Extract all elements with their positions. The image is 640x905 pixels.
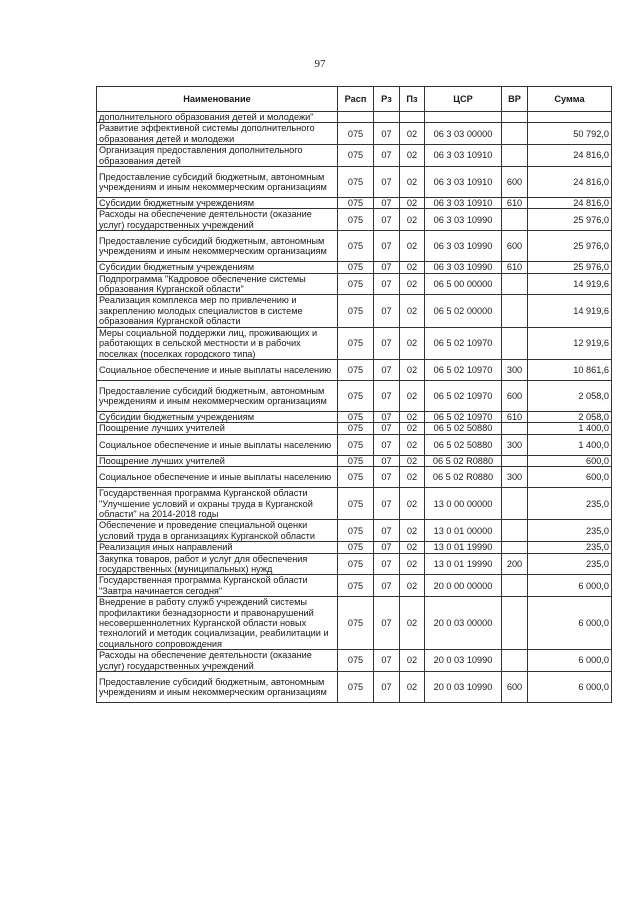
cell-sum: 50 792,0 <box>528 123 612 145</box>
cell-vr <box>502 327 528 359</box>
cell-name: Субсидии бюджетным учреждениям <box>97 411 338 422</box>
cell-pz: 02 <box>400 597 425 650</box>
header-rz: Рз <box>374 87 400 112</box>
cell-name: Предоставление субсидий бюджетным, автономным учреждениям и иным некоммерческим организациям <box>97 167 338 198</box>
cell-pz: 02 <box>400 380 425 411</box>
table-row <box>97 167 612 198</box>
table-row <box>97 488 612 520</box>
table-row <box>97 198 612 209</box>
cell-name: Меры социальной поддержки лиц, проживающих и работающих в сельской местности и в рабочих поселках (поселках городского типа) <box>97 327 338 359</box>
cell-vr <box>502 650 528 672</box>
cell-csr: 06 5 02 50880 <box>425 434 502 455</box>
cell-rz: 07 <box>374 145 400 167</box>
cell-pz: 02 <box>400 145 425 167</box>
cell-sum: 6 000,0 <box>528 650 612 672</box>
cell-sum: 14 919,6 <box>528 295 612 327</box>
cell-pz: 02 <box>400 359 425 380</box>
cell-pz: 02 <box>400 198 425 209</box>
cell-pz: 02 <box>400 167 425 198</box>
cell-csr: 06 5 02 10970 <box>425 380 502 411</box>
cell-vr: 600 <box>502 231 528 262</box>
cell-rasp: 075 <box>338 359 374 380</box>
cell-pz: 02 <box>400 575 425 597</box>
cell-pz: 02 <box>400 553 425 575</box>
cell-vr: 610 <box>502 262 528 273</box>
cell-csr: 06 3 03 10990 <box>425 231 502 262</box>
cell-sum <box>528 112 612 123</box>
cell-rz <box>374 112 400 123</box>
cell-name: Обеспечение и проведение специальной оценки условий труда в организациях Курганской области <box>97 520 338 542</box>
cell-sum: 6 000,0 <box>528 597 612 650</box>
table-row <box>97 434 612 455</box>
cell-name: Развитие эффективной системы дополнительного образования детей и молодежи <box>97 123 338 145</box>
table-row <box>97 672 612 703</box>
cell-rz: 07 <box>374 575 400 597</box>
cell-rasp: 075 <box>338 575 374 597</box>
cell-rasp: 075 <box>338 262 374 273</box>
cell-vr <box>502 145 528 167</box>
cell-csr: 06 3 03 10910 <box>425 198 502 209</box>
cell-rasp: 075 <box>338 520 374 542</box>
cell-rasp <box>338 112 374 123</box>
cell-name: Организация предоставления дополнительного образования детей <box>97 145 338 167</box>
cell-vr: 600 <box>502 380 528 411</box>
cell-pz: 02 <box>400 650 425 672</box>
cell-rasp: 075 <box>338 672 374 703</box>
cell-pz: 02 <box>400 467 425 488</box>
table-row <box>97 359 612 380</box>
cell-vr: 600 <box>502 672 528 703</box>
table-row <box>97 145 612 167</box>
cell-name: Предоставление субсидий бюджетным, автономным учреждениям и иным некоммерческим организациям <box>97 380 338 411</box>
cell-csr: 20 0 03 10990 <box>425 650 502 672</box>
cell-rasp: 075 <box>338 650 374 672</box>
cell-rasp: 075 <box>338 455 374 466</box>
cell-rasp: 075 <box>338 423 374 434</box>
cell-csr: 13 0 00 00000 <box>425 488 502 520</box>
cell-rz: 07 <box>374 262 400 273</box>
cell-rasp: 075 <box>338 467 374 488</box>
table-row <box>97 209 612 231</box>
cell-pz: 02 <box>400 411 425 422</box>
cell-rz: 07 <box>374 672 400 703</box>
cell-csr: 06 5 02 10970 <box>425 411 502 422</box>
cell-sum: 2 058,0 <box>528 380 612 411</box>
cell-csr: 13 0 01 00000 <box>425 520 502 542</box>
cell-sum: 25 976,0 <box>528 231 612 262</box>
cell-rasp: 075 <box>338 198 374 209</box>
cell-rz: 07 <box>374 650 400 672</box>
cell-name: Субсидии бюджетным учреждениям <box>97 262 338 273</box>
cell-vr <box>502 575 528 597</box>
cell-sum: 2 058,0 <box>528 411 612 422</box>
cell-rz: 07 <box>374 380 400 411</box>
cell-sum: 10 861,6 <box>528 359 612 380</box>
page-number: 97 <box>314 58 326 70</box>
cell-sum: 24 816,0 <box>528 167 612 198</box>
table-row <box>97 597 612 650</box>
cell-name: Социальное обеспечение и иные выплаты населению <box>97 359 338 380</box>
cell-rasp: 075 <box>338 273 374 295</box>
cell-name: Субсидии бюджетным учреждениям <box>97 198 338 209</box>
cell-rasp: 075 <box>338 380 374 411</box>
cell-name: Государственная программа Курганской области "Завтра начинается сегодня" <box>97 575 338 597</box>
cell-csr: 06 5 02 10970 <box>425 359 502 380</box>
cell-rz: 07 <box>374 423 400 434</box>
cell-pz: 02 <box>400 520 425 542</box>
table-row <box>97 575 612 597</box>
cell-rasp: 075 <box>338 145 374 167</box>
cell-pz <box>400 112 425 123</box>
cell-pz: 02 <box>400 327 425 359</box>
cell-sum: 24 816,0 <box>528 145 612 167</box>
cell-csr: 20 0 03 10990 <box>425 672 502 703</box>
cell-name: Социальное обеспечение и иные выплаты населению <box>97 434 338 455</box>
cell-pz: 02 <box>400 262 425 273</box>
table-row <box>97 380 612 411</box>
cell-pz: 02 <box>400 295 425 327</box>
table-row <box>97 455 612 466</box>
table-row <box>97 542 612 553</box>
cell-rz: 07 <box>374 467 400 488</box>
cell-csr: 06 5 02 50880 <box>425 423 502 434</box>
cell-csr: 06 3 03 10990 <box>425 262 502 273</box>
cell-sum: 25 976,0 <box>528 262 612 273</box>
cell-rasp: 075 <box>338 542 374 553</box>
cell-csr: 06 5 02 10970 <box>425 327 502 359</box>
header-pz: Пз <box>400 87 425 112</box>
table-row <box>97 262 612 273</box>
cell-pz: 02 <box>400 231 425 262</box>
cell-csr: 13 0 01 19990 <box>425 542 502 553</box>
cell-rasp: 075 <box>338 231 374 262</box>
cell-rasp: 075 <box>338 488 374 520</box>
table-row <box>97 273 612 295</box>
table-row <box>97 650 612 672</box>
cell-rasp: 075 <box>338 597 374 650</box>
cell-csr: 20 0 03 00000 <box>425 597 502 650</box>
cell-vr: 200 <box>502 553 528 575</box>
cell-name: Поощрение лучших учителей <box>97 423 338 434</box>
cell-rz: 07 <box>374 359 400 380</box>
cell-sum: 25 976,0 <box>528 209 612 231</box>
header-name: Наименование <box>97 87 338 112</box>
table-row <box>97 231 612 262</box>
cell-vr <box>502 488 528 520</box>
header-csr: ЦСР <box>425 87 502 112</box>
cell-rz: 07 <box>374 520 400 542</box>
cell-name: дополнительного образования детей и молодежи" <box>97 112 338 123</box>
cell-pz: 02 <box>400 542 425 553</box>
cell-sum: 14 919,6 <box>528 273 612 295</box>
cell-pz: 02 <box>400 455 425 466</box>
cell-pz: 02 <box>400 209 425 231</box>
cell-name: Поощрение лучших учителей <box>97 455 338 466</box>
cell-csr: 06 3 03 10910 <box>425 167 502 198</box>
cell-sum: 235,0 <box>528 542 612 553</box>
cell-rasp: 075 <box>338 553 374 575</box>
cell-csr: 13 0 01 19990 <box>425 553 502 575</box>
cell-vr <box>502 123 528 145</box>
cell-vr: 610 <box>502 198 528 209</box>
cell-name: Закупка товаров, работ и услуг для обеспечения государственных (муниципальных) нужд <box>97 553 338 575</box>
cell-name: Расходы на обеспечение деятельности (оказание услуг) государственных учреждений <box>97 650 338 672</box>
cell-pz: 02 <box>400 123 425 145</box>
cell-rz: 07 <box>374 273 400 295</box>
cell-name: Внедрение в работу служб учреждений системы профилактики безнадзорности и правонарушений несовершеннолетних Курганской области новых технологий и методик социализации, реабилитации и социального сопровождения <box>97 597 338 650</box>
cell-name: Подпрограмма "Кадровое обеспечение системы образования Курганской области" <box>97 273 338 295</box>
cell-rasp: 075 <box>338 411 374 422</box>
table-row <box>97 112 612 123</box>
table-row <box>97 123 612 145</box>
cell-pz: 02 <box>400 672 425 703</box>
cell-vr <box>502 542 528 553</box>
table-row <box>97 411 612 422</box>
cell-rz: 07 <box>374 411 400 422</box>
cell-csr: 06 3 03 00000 <box>425 123 502 145</box>
cell-rz: 07 <box>374 553 400 575</box>
cell-name: Предоставление субсидий бюджетным, автономным учреждениям и иным некоммерческим организациям <box>97 231 338 262</box>
cell-rz: 07 <box>374 231 400 262</box>
cell-sum: 6 000,0 <box>528 672 612 703</box>
cell-rasp: 075 <box>338 209 374 231</box>
cell-csr: 06 3 03 10990 <box>425 209 502 231</box>
cell-pz: 02 <box>400 423 425 434</box>
cell-vr: 300 <box>502 467 528 488</box>
cell-rz: 07 <box>374 597 400 650</box>
cell-sum: 600,0 <box>528 455 612 466</box>
cell-sum: 1 400,0 <box>528 423 612 434</box>
cell-rz: 07 <box>374 455 400 466</box>
cell-rz: 07 <box>374 198 400 209</box>
cell-csr: 06 5 02 R0880 <box>425 467 502 488</box>
cell-sum: 235,0 <box>528 520 612 542</box>
cell-rz: 07 <box>374 295 400 327</box>
table-row <box>97 467 612 488</box>
cell-vr: 300 <box>502 359 528 380</box>
header-vr: ВР <box>502 87 528 112</box>
cell-csr: 06 5 02 R0880 <box>425 455 502 466</box>
cell-rz: 07 <box>374 123 400 145</box>
cell-vr <box>502 455 528 466</box>
table-row <box>97 327 612 359</box>
cell-vr <box>502 423 528 434</box>
header-rasp: Расп <box>338 87 374 112</box>
table-row <box>97 520 612 542</box>
cell-rz: 07 <box>374 434 400 455</box>
cell-vr <box>502 273 528 295</box>
cell-sum: 12 919,6 <box>528 327 612 359</box>
cell-vr <box>502 295 528 327</box>
cell-csr <box>425 112 502 123</box>
cell-rasp: 075 <box>338 327 374 359</box>
cell-sum: 235,0 <box>528 488 612 520</box>
cell-vr <box>502 597 528 650</box>
cell-csr: 06 5 00 00000 <box>425 273 502 295</box>
cell-rz: 07 <box>374 488 400 520</box>
table-row <box>97 423 612 434</box>
table-header-row <box>97 87 612 112</box>
cell-name: Реализация иных направлений <box>97 542 338 553</box>
cell-sum: 600,0 <box>528 467 612 488</box>
cell-sum: 24 816,0 <box>528 198 612 209</box>
cell-rasp: 075 <box>338 123 374 145</box>
cell-name: Расходы на обеспечение деятельности (оказание услуг) государственных учреждений <box>97 209 338 231</box>
cell-sum: 235,0 <box>528 553 612 575</box>
cell-name: Государственная программа Курганской области "Улучшение условий и охраны труда в Курганской области" на 2014-2018 годы <box>97 488 338 520</box>
cell-sum: 6 000,0 <box>528 575 612 597</box>
cell-rasp: 075 <box>338 295 374 327</box>
cell-csr: 20 0 00 00000 <box>425 575 502 597</box>
cell-name: Социальное обеспечение и иные выплаты населению <box>97 467 338 488</box>
cell-csr: 06 5 02 00000 <box>425 295 502 327</box>
cell-vr: 600 <box>502 167 528 198</box>
cell-vr <box>502 520 528 542</box>
table-row <box>97 553 612 575</box>
cell-pz: 02 <box>400 488 425 520</box>
cell-rasp: 075 <box>338 434 374 455</box>
header-sum: Сумма <box>528 87 612 112</box>
cell-vr: 610 <box>502 411 528 422</box>
budget-table <box>96 86 612 703</box>
cell-sum: 1 400,0 <box>528 434 612 455</box>
cell-vr <box>502 112 528 123</box>
cell-vr <box>502 209 528 231</box>
cell-name: Реализация комплекса мер по привлечению и закреплению молодых специалистов в системе образования Курганской области <box>97 295 338 327</box>
cell-vr: 300 <box>502 434 528 455</box>
cell-rasp: 075 <box>338 167 374 198</box>
cell-csr: 06 3 03 10910 <box>425 145 502 167</box>
table-row <box>97 295 612 327</box>
cell-name: Предоставление субсидий бюджетным, автономным учреждениям и иным некоммерческим организациям <box>97 672 338 703</box>
cell-pz: 02 <box>400 434 425 455</box>
cell-rz: 07 <box>374 167 400 198</box>
cell-pz: 02 <box>400 273 425 295</box>
cell-rz: 07 <box>374 542 400 553</box>
cell-rz: 07 <box>374 209 400 231</box>
cell-rz: 07 <box>374 327 400 359</box>
